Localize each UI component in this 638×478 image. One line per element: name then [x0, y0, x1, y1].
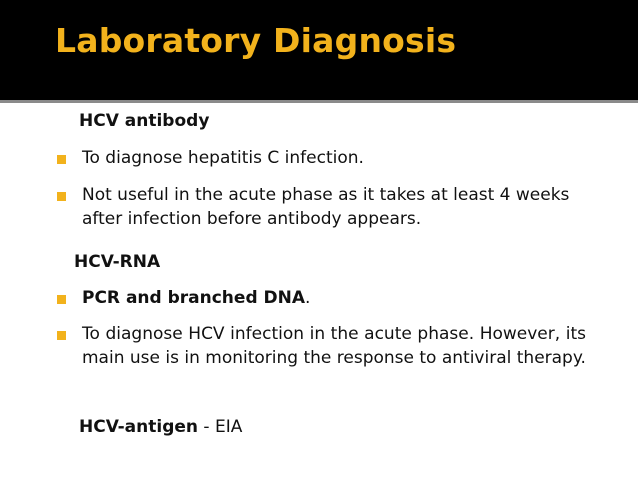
- bullet-item-diagnose-hep-c: To diagnose hepatitis C infection.: [82, 148, 364, 168]
- bullet-item-acute-phase: Not useful in the acute phase as it takes at least 4 weeks after infection before antibody appears.: [82, 185, 570, 229]
- header-divider: [0, 100, 638, 103]
- bullet-marker: [57, 295, 66, 304]
- slide-title: Laboratory Diagnosis: [55, 21, 457, 60]
- bullet-pcr-rest: .: [305, 288, 311, 308]
- bullet-marker: [57, 331, 66, 340]
- hcv-antigen-method: - EIA: [198, 417, 243, 437]
- bullet-marker: [57, 192, 66, 201]
- bullet-marker: [57, 155, 66, 164]
- subheading-hcv-rna: HCV-RNA: [74, 252, 161, 272]
- bullet-pcr-bold: PCR and branched DNA: [82, 288, 306, 308]
- subheading-hcv-antigen: [79, 415, 242, 439]
- bullet-item-pcr: [82, 286, 586, 310]
- bullet-item-monitoring: To diagnose HCV infection in the acute phase. However, its main use is in monitoring the response to antiviral therapy.: [82, 324, 586, 368]
- subheading-hcv-antibody: HCV antibody: [79, 111, 210, 131]
- hcv-antigen-bold: HCV-antigen: [79, 417, 199, 437]
